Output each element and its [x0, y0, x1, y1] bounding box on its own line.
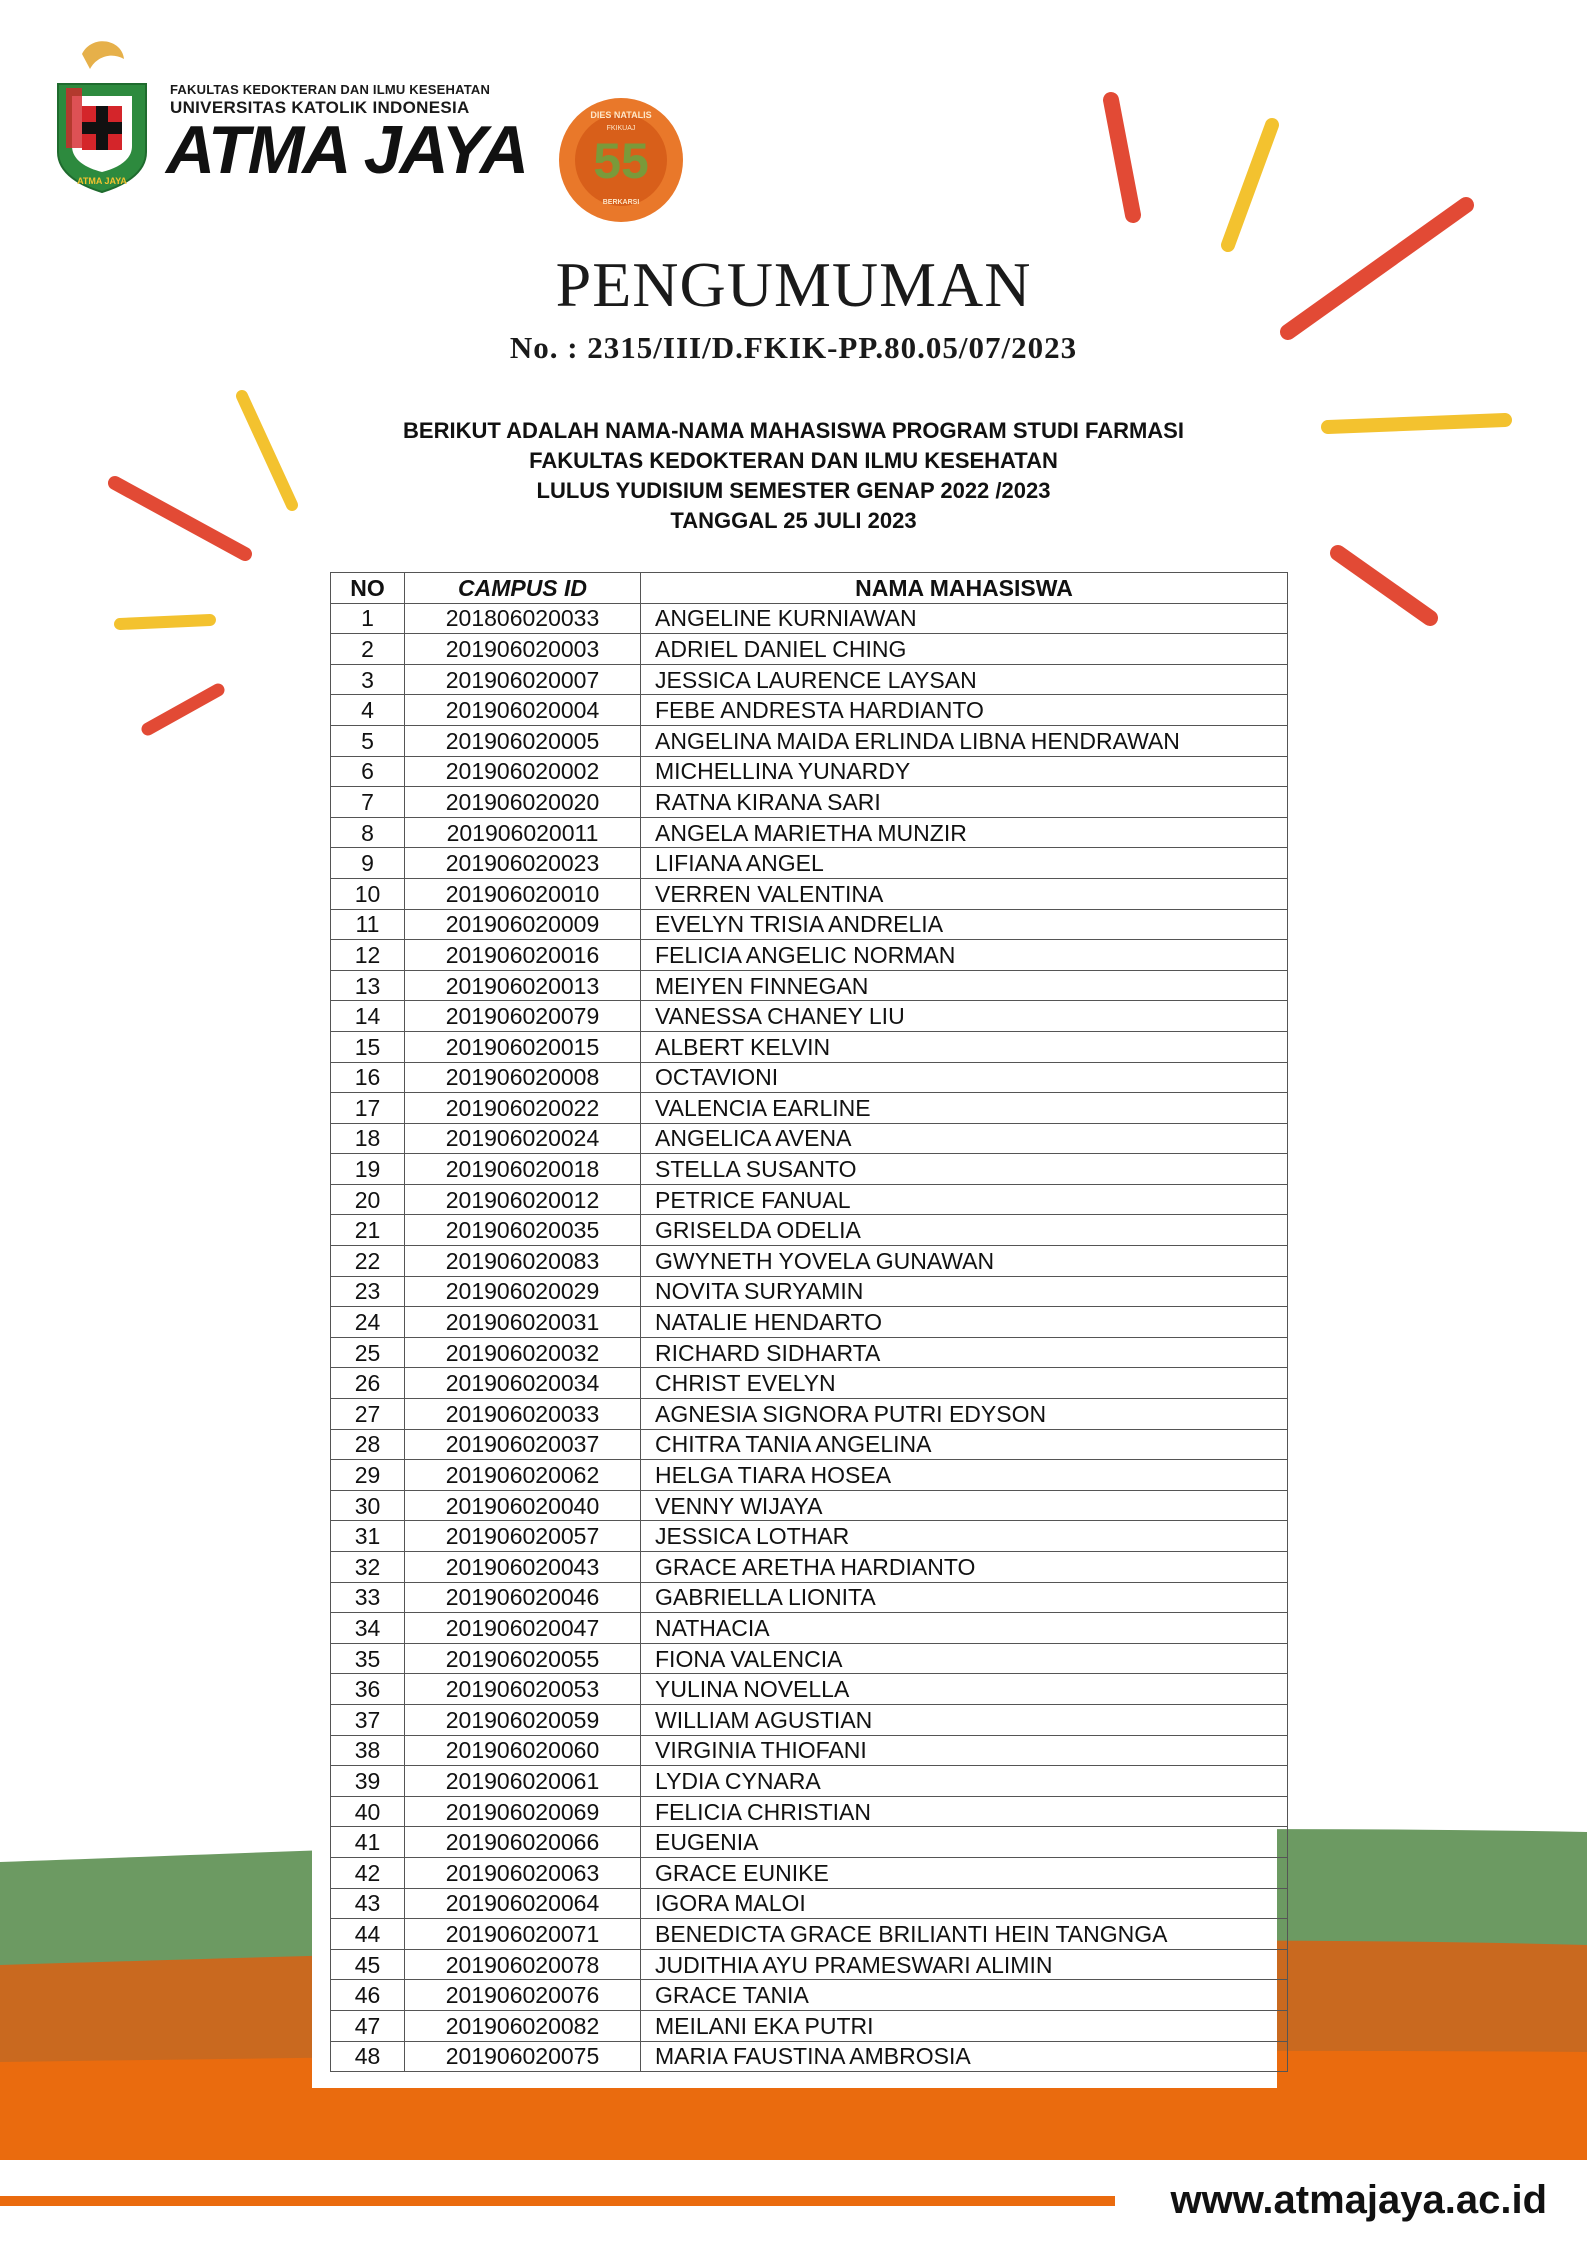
table-row	[331, 940, 1288, 971]
campus-id: 201906020043	[405, 1552, 641, 1583]
campus-id: 201906020082	[405, 2010, 641, 2041]
table-row	[331, 878, 1288, 909]
campus-id: 201906020020	[405, 787, 641, 818]
row-number: 10	[331, 878, 405, 909]
student-name: CHRIST EVELYN	[641, 1368, 1288, 1399]
table-row	[331, 695, 1288, 726]
stroke-red-5	[148, 690, 218, 729]
row-number: 38	[331, 1735, 405, 1766]
row-number: 18	[331, 1123, 405, 1154]
campus-id: 201806020033	[405, 603, 641, 634]
campus-id: 201906020012	[405, 1184, 641, 1215]
table-row	[331, 909, 1288, 940]
campus-id: 201906020029	[405, 1276, 641, 1307]
student-name: MICHELLINA YUNARDY	[641, 756, 1288, 787]
student-name: EUGENIA	[641, 1827, 1288, 1858]
row-number: 4	[331, 695, 405, 726]
campus-id: 201906020032	[405, 1337, 641, 1368]
student-name: VANESSA CHANEY LIU	[641, 1001, 1288, 1032]
row-number: 17	[331, 1093, 405, 1124]
campus-id: 201906020024	[405, 1123, 641, 1154]
row-number: 8	[331, 817, 405, 848]
student-name: GRACE TANIA	[641, 1980, 1288, 2011]
row-number: 26	[331, 1368, 405, 1399]
student-name: PETRICE FANUAL	[641, 1184, 1288, 1215]
stroke-red-3	[1338, 553, 1430, 618]
campus-id: 201906020005	[405, 725, 641, 756]
row-number: 42	[331, 1857, 405, 1888]
table-row	[331, 1337, 1288, 1368]
campus-id: 201906020047	[405, 1613, 641, 1644]
student-name: BENEDICTA GRACE BRILIANTI HEIN TANGNGA	[641, 1919, 1288, 1950]
table-row	[331, 1429, 1288, 1460]
table-row	[331, 2010, 1288, 2041]
dies-sub-text: FKIKUAJ	[606, 125, 636, 132]
table-row	[331, 787, 1288, 818]
student-name: VENNY WIJAYA	[641, 1490, 1288, 1521]
student-name: VERREN VALENTINA	[641, 878, 1288, 909]
campus-id: 201906020063	[405, 1857, 641, 1888]
campus-id: 201906020066	[405, 1827, 641, 1858]
campus-id: 201906020008	[405, 1062, 641, 1093]
row-number: 36	[331, 1674, 405, 1705]
student-name: LIFIANA ANGEL	[641, 848, 1288, 879]
campus-id: 201906020033	[405, 1399, 641, 1430]
row-number: 46	[331, 1980, 405, 2011]
row-number: 35	[331, 1643, 405, 1674]
table-row	[331, 1552, 1288, 1583]
student-name: FEBE ANDRESTA HARDIANTO	[641, 695, 1288, 726]
footer-orange-line	[0, 2196, 1115, 2206]
student-name: ANGELA MARIETHA MUNZIR	[641, 817, 1288, 848]
heading-line: TANGGAL 25 JULI 2023	[670, 508, 917, 533]
row-number: 3	[331, 664, 405, 695]
student-name: GRISELDA ODELIA	[641, 1215, 1288, 1246]
student-name: JUDITHIA AYU PRAMESWARI ALIMIN	[641, 1949, 1288, 1980]
brand-wordmark: ATMA JAYA	[166, 112, 528, 188]
student-name: GABRIELLA LIONITA	[641, 1582, 1288, 1613]
table-row	[331, 1888, 1288, 1919]
campus-id: 201906020057	[405, 1521, 641, 1552]
student-name: FELICIA ANGELIC NORMAN	[641, 940, 1288, 971]
table-row	[331, 1796, 1288, 1827]
table-body	[331, 603, 1288, 2072]
campus-id: 201906020034	[405, 1368, 641, 1399]
row-number: 23	[331, 1276, 405, 1307]
announcement-heading	[0, 416, 1587, 536]
graduates-table	[330, 572, 1288, 2072]
row-number: 41	[331, 1827, 405, 1858]
row-number: 43	[331, 1888, 405, 1919]
table-row	[331, 1949, 1288, 1980]
campus-id: 201906020083	[405, 1246, 641, 1277]
student-name: MARIA FAUSTINA AMBROSIA	[641, 2041, 1288, 2072]
row-number: 2	[331, 634, 405, 665]
table-row	[331, 1490, 1288, 1521]
table-row	[331, 1674, 1288, 1705]
table-row	[331, 1613, 1288, 1644]
university-crest-icon	[52, 34, 152, 194]
student-name: HELGA TIARA HOSEA	[641, 1460, 1288, 1491]
student-name: ANGELICA AVENA	[641, 1123, 1288, 1154]
campus-id: 201906020031	[405, 1307, 641, 1338]
row-number: 9	[331, 848, 405, 879]
campus-id: 201906020016	[405, 940, 641, 971]
row-number: 34	[331, 1613, 405, 1644]
table-row	[331, 1184, 1288, 1215]
campus-id: 201906020071	[405, 1919, 641, 1950]
row-number: 6	[331, 756, 405, 787]
row-number: 30	[331, 1490, 405, 1521]
row-number: 31	[331, 1521, 405, 1552]
student-name: AGNESIA SIGNORA PUTRI EDYSON	[641, 1399, 1288, 1430]
stroke-yellow-1	[1228, 125, 1272, 245]
row-number: 45	[331, 1949, 405, 1980]
table-row	[331, 634, 1288, 665]
row-number: 29	[331, 1460, 405, 1491]
announcement-number: No. : 2315/III/D.FKIK-PP.80.05/07/2023	[509, 330, 1078, 365]
table-row	[331, 1154, 1288, 1185]
student-name: WILLIAM AGUSTIAN	[641, 1704, 1288, 1735]
student-name: GRACE EUNIKE	[641, 1857, 1288, 1888]
heading-line: LULUS YUDISIUM SEMESTER GENAP 2022 /2023	[536, 478, 1051, 503]
university-name: UNIVERSITAS KATOLIK INDONESIA	[170, 98, 470, 117]
student-name: RICHARD SIDHARTA	[641, 1337, 1288, 1368]
announcement-title: PENGUMUMAN	[555, 249, 1032, 320]
table-row	[331, 1062, 1288, 1093]
student-name: YULINA NOVELLA	[641, 1674, 1288, 1705]
student-name: ANGELINA MAIDA ERLINDA LIBNA HENDRAWAN	[641, 725, 1288, 756]
campus-id: 201906020004	[405, 695, 641, 726]
heading-line: FAKULTAS KEDOKTERAN DAN ILMU KESEHATAN	[529, 448, 1058, 473]
student-name: STELLA SUSANTO	[641, 1154, 1288, 1185]
campus-id: 201906020079	[405, 1001, 641, 1032]
table-row	[331, 1123, 1288, 1154]
table-row	[331, 1766, 1288, 1797]
table-header-row	[331, 573, 1288, 604]
row-number: 33	[331, 1582, 405, 1613]
row-number: 40	[331, 1796, 405, 1827]
table-row	[331, 1031, 1288, 1062]
student-name: LYDIA CYNARA	[641, 1766, 1288, 1797]
table-row	[331, 1643, 1288, 1674]
table-row	[331, 1582, 1288, 1613]
table-row	[331, 1980, 1288, 2011]
table-row	[331, 1246, 1288, 1277]
row-number: 22	[331, 1246, 405, 1277]
campus-id: 201906020003	[405, 634, 641, 665]
campus-id: 201906020040	[405, 1490, 641, 1521]
table-row	[331, 1368, 1288, 1399]
campus-id: 201906020060	[405, 1735, 641, 1766]
campus-id: 201906020059	[405, 1704, 641, 1735]
table-row	[331, 664, 1288, 695]
table-row	[331, 1399, 1288, 1430]
row-number: 11	[331, 909, 405, 940]
table-row	[331, 1307, 1288, 1338]
student-name: VALENCIA EARLINE	[641, 1093, 1288, 1124]
student-name: MEILANI EKA PUTRI	[641, 2010, 1288, 2041]
dies-natalis-badge-icon	[557, 96, 685, 224]
table-row	[331, 1521, 1288, 1552]
student-name: EVELYN TRISIA ANDRELIA	[641, 909, 1288, 940]
column-header-campus-id: CAMPUS ID	[405, 573, 641, 604]
student-name: NOVITA SURYAMIN	[641, 1276, 1288, 1307]
student-name: NATHACIA	[641, 1613, 1288, 1644]
campus-id: 201906020022	[405, 1093, 641, 1124]
student-name: GWYNETH YOVELA GUNAWAN	[641, 1246, 1288, 1277]
table-row	[331, 1276, 1288, 1307]
row-number: 24	[331, 1307, 405, 1338]
student-name: OCTAVIONI	[641, 1062, 1288, 1093]
stroke-red-1	[1111, 100, 1133, 215]
student-name: JESSICA LOTHAR	[641, 1521, 1288, 1552]
crest-text: ATMA JAYA	[77, 176, 127, 186]
row-number: 21	[331, 1215, 405, 1246]
table-row	[331, 1919, 1288, 1950]
campus-id: 201906020037	[405, 1429, 641, 1460]
column-header-name: NAMA MAHASISWA	[641, 573, 1288, 604]
dies-bottom-text: BERKARSI	[602, 199, 640, 206]
campus-id: 201906020013	[405, 970, 641, 1001]
row-number: 48	[331, 2041, 405, 2072]
campus-id: 201906020062	[405, 1460, 641, 1491]
campus-id: 201906020018	[405, 1154, 641, 1185]
campus-id: 201906020075	[405, 2041, 641, 2072]
student-name: GRACE ARETHA HARDIANTO	[641, 1552, 1288, 1583]
student-name: ALBERT KELVIN	[641, 1031, 1288, 1062]
table-row	[331, 1827, 1288, 1858]
row-number: 44	[331, 1919, 405, 1950]
header-logo-area	[52, 34, 652, 204]
dies-number-text: 55	[593, 133, 649, 189]
table-row	[331, 756, 1288, 787]
row-number: 12	[331, 940, 405, 971]
campus-id: 201906020015	[405, 1031, 641, 1062]
campus-id: 201906020009	[405, 909, 641, 940]
row-number: 20	[331, 1184, 405, 1215]
student-name: FELICIA CHRISTIAN	[641, 1796, 1288, 1827]
table-row	[331, 817, 1288, 848]
campus-id: 201906020010	[405, 878, 641, 909]
faculty-name: FAKULTAS KEDOKTERAN DAN ILMU KESEHATAN	[170, 82, 491, 97]
student-name: JESSICA LAURENCE LAYSAN	[641, 664, 1288, 695]
row-number: 32	[331, 1552, 405, 1583]
campus-id: 201906020061	[405, 1766, 641, 1797]
student-name: VIRGINIA THIOFANI	[641, 1735, 1288, 1766]
row-number: 13	[331, 970, 405, 1001]
row-number: 37	[331, 1704, 405, 1735]
row-number: 28	[331, 1429, 405, 1460]
campus-id: 201906020046	[405, 1582, 641, 1613]
campus-id: 201906020053	[405, 1674, 641, 1705]
student-name: ANGELINE KURNIAWAN	[641, 603, 1288, 634]
campus-id: 201906020002	[405, 756, 641, 787]
row-number: 19	[331, 1154, 405, 1185]
table-row	[331, 1001, 1288, 1032]
website-url: www.atmajaya.ac.id	[1170, 2178, 1547, 2222]
row-number: 39	[331, 1766, 405, 1797]
heading-line: BERIKUT ADALAH NAMA-NAMA MAHASISWA PROGRAM STUDI FARMASI	[403, 418, 1184, 443]
table-row	[331, 1093, 1288, 1124]
student-name: RATNA KIRANA SARI	[641, 787, 1288, 818]
student-name: MEIYEN FINNEGAN	[641, 970, 1288, 1001]
student-name: FIONA VALENCIA	[641, 1643, 1288, 1674]
table-row	[331, 970, 1288, 1001]
campus-id: 201906020064	[405, 1888, 641, 1919]
student-name: CHITRA TANIA ANGELINA	[641, 1429, 1288, 1460]
dies-top-text: DIES NATALIS	[590, 110, 652, 120]
student-name: ADRIEL DANIEL CHING	[641, 634, 1288, 665]
row-number: 5	[331, 725, 405, 756]
row-number: 7	[331, 787, 405, 818]
graduates-table-wrapper	[330, 572, 1288, 2072]
campus-id: 201906020023	[405, 848, 641, 879]
table-row	[331, 2041, 1288, 2072]
campus-id: 201906020007	[405, 664, 641, 695]
campus-id: 201906020076	[405, 1980, 641, 2011]
stroke-yellow-4	[120, 620, 210, 624]
table-row	[331, 603, 1288, 634]
campus-id: 201906020035	[405, 1215, 641, 1246]
table-row	[331, 1857, 1288, 1888]
row-number: 27	[331, 1399, 405, 1430]
table-row	[331, 725, 1288, 756]
row-number: 1	[331, 603, 405, 634]
campus-id: 201906020055	[405, 1643, 641, 1674]
table-row	[331, 1215, 1288, 1246]
table-row	[331, 1460, 1288, 1491]
row-number: 15	[331, 1031, 405, 1062]
campus-id: 201906020011	[405, 817, 641, 848]
student-name: IGORA MALOI	[641, 1888, 1288, 1919]
table-row	[331, 1735, 1288, 1766]
table-row	[331, 1704, 1288, 1735]
row-number: 16	[331, 1062, 405, 1093]
column-header-no: NO	[331, 573, 405, 604]
campus-id: 201906020078	[405, 1949, 641, 1980]
campus-id: 201906020069	[405, 1796, 641, 1827]
table-row	[331, 848, 1288, 879]
row-number: 47	[331, 2010, 405, 2041]
row-number: 14	[331, 1001, 405, 1032]
row-number: 25	[331, 1337, 405, 1368]
student-name: NATALIE HENDARTO	[641, 1307, 1288, 1338]
